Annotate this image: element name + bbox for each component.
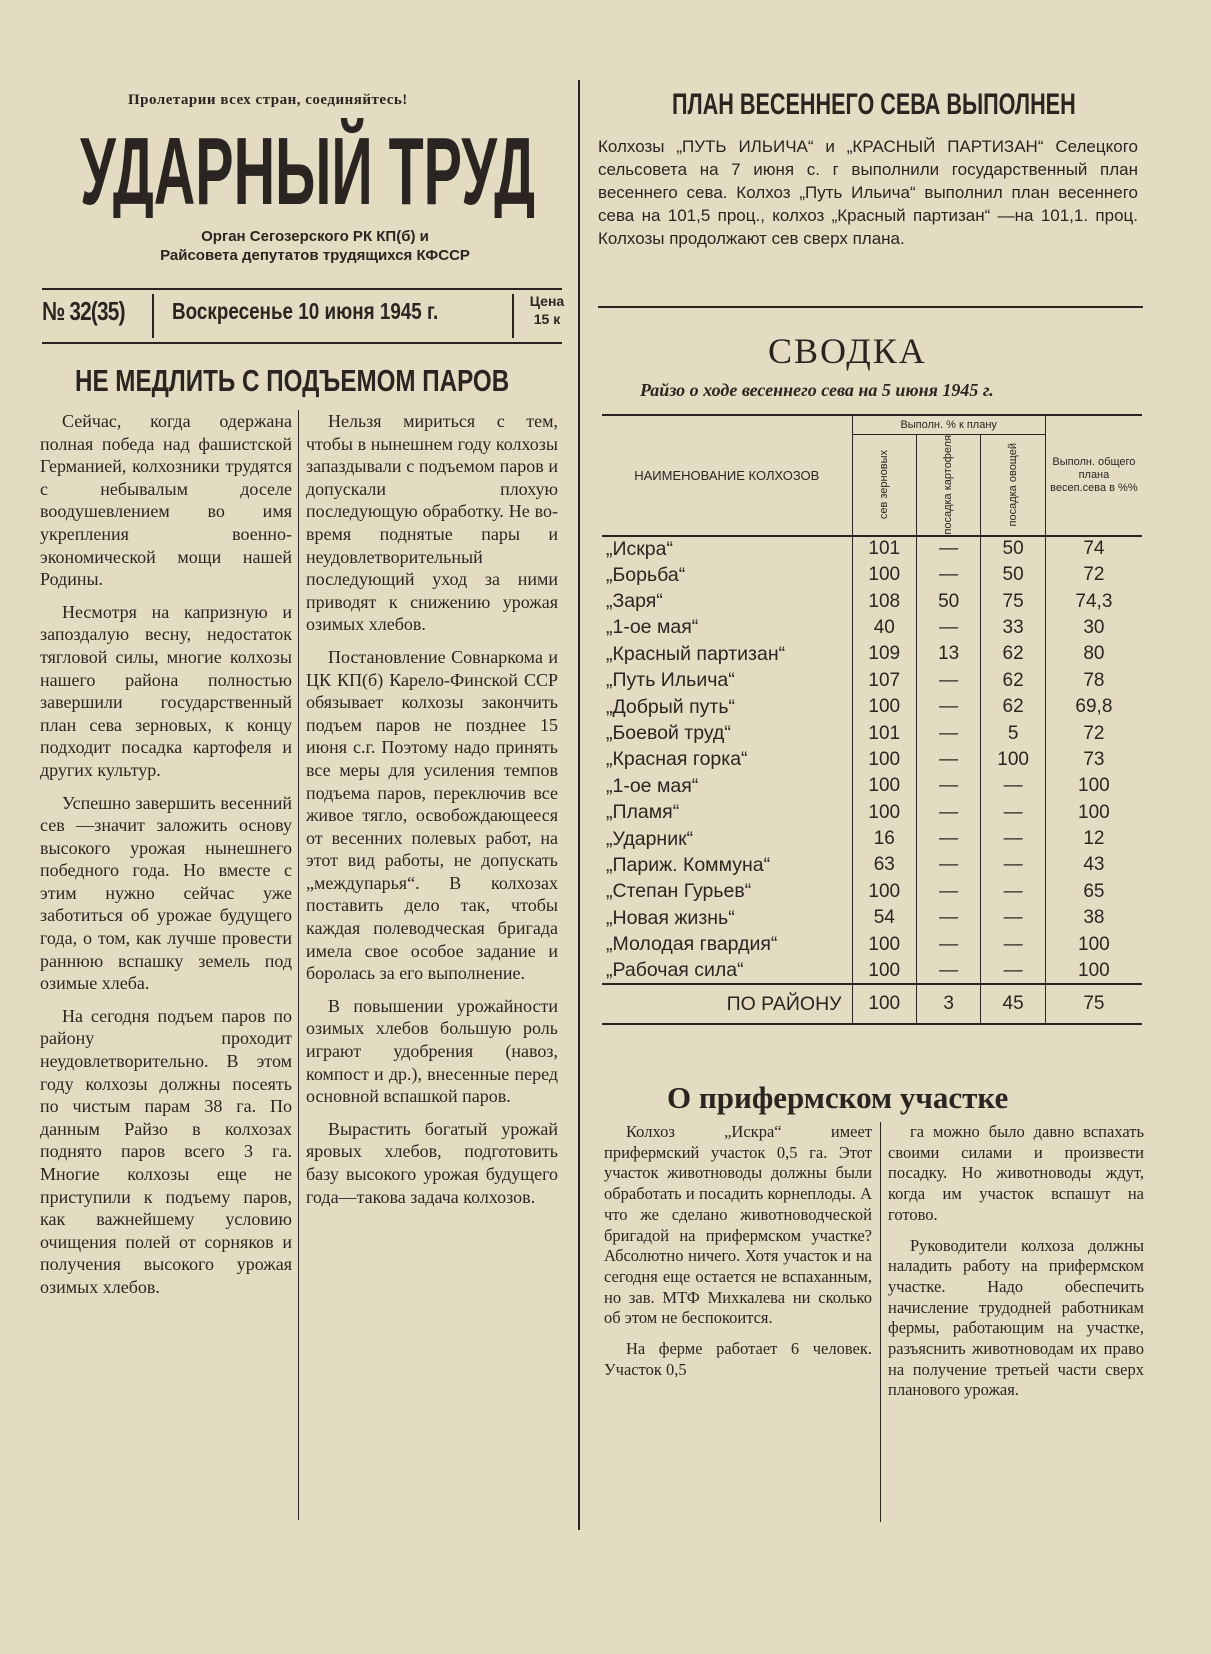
- table-row: [602, 615, 1142, 641]
- cell-grain: 101: [852, 720, 916, 746]
- cell-veg: 62: [981, 641, 1045, 667]
- cell-name: „Добрый путь“: [606, 695, 735, 718]
- column-rule: [298, 410, 299, 1520]
- table-row: [602, 958, 1142, 984]
- paragraph: На ферме работает 6 человек. Участок 0,5: [604, 1339, 872, 1379]
- cell-potato: —: [916, 615, 980, 641]
- cell-potato: —: [916, 800, 980, 826]
- column-header-total: Выполн. общего плана весеп.сева в %%: [1045, 415, 1142, 536]
- farm-article-col-2: [888, 1122, 1144, 1401]
- section-rule: [598, 306, 1143, 308]
- cell-potato: —: [916, 931, 980, 957]
- total-grain: 100: [852, 984, 916, 1024]
- cell-name: „Искра“: [606, 537, 673, 560]
- cell-total: 69,8: [1045, 694, 1142, 720]
- paragraph: Сейчас, когда одержана полная победа над фашистской Германией, колхозники трудятся с небывалым доселе воодушевлением во имя укрепления военно-экономической мощи нашей Родины.: [40, 411, 292, 590]
- cell-veg: —: [981, 826, 1045, 852]
- total-veg: 45: [981, 984, 1045, 1024]
- svodka-table-wrap: [602, 414, 1142, 1025]
- cell-potato: —: [916, 536, 980, 562]
- cell-veg: —: [981, 958, 1045, 984]
- cell-potato: 13: [916, 641, 980, 667]
- cell-potato: 50: [916, 588, 980, 614]
- table-row: [602, 588, 1142, 614]
- cell-total: 43: [1045, 852, 1142, 878]
- svodka-title: СВОДКА: [768, 331, 927, 371]
- cell-total: 100: [1045, 931, 1142, 957]
- cell-grain: 107: [852, 668, 916, 694]
- issue-date: Воскресенье 10 июня 1945 г.: [172, 298, 439, 324]
- paragraph: Нельзя мириться с тем, чтобы в нынешнем году колхозы запаздывали с подъемом паров и допускали плохую последующую обработку. Не во-время поднятые пары и неудовлетворительный последующий уход за ними приводят к снижению урожая озимых хлебов.: [306, 411, 558, 635]
- cell-grain: 109: [852, 641, 916, 667]
- price-value: 15 к: [533, 311, 561, 327]
- main-article-col-1: [40, 410, 292, 1299]
- plan-news-headline: ПЛАН ВЕСЕННЕГО СЕВА ВЫПОЛНЕН: [672, 88, 1076, 121]
- farm-article-col-1: [604, 1122, 872, 1380]
- total-name: ПО РАЙОНУ: [726, 992, 842, 1015]
- table-row: [602, 905, 1142, 931]
- price-label: Цена: [529, 293, 565, 309]
- svodka-table: [602, 414, 1142, 1025]
- cell-grain: 100: [852, 800, 916, 826]
- cell-name: „Ударник“: [606, 827, 694, 850]
- main-article-headline: НЕ МЕДЛИТЬ С ПОДЪЕМОМ ПАРОВ: [75, 363, 510, 398]
- cell-name: „Рабочая сила“: [606, 959, 744, 982]
- cell-total: 100: [1045, 773, 1142, 799]
- cell-total: 30: [1045, 615, 1142, 641]
- cell-name: „Борьба“: [606, 563, 686, 586]
- cell-veg: —: [981, 852, 1045, 878]
- cell-potato: —: [916, 879, 980, 905]
- paragraph: Вырастить богатый урожай яровых хлебов, подготовить базу высокого урожая будущего года—такова задача колхозов.: [306, 1118, 558, 1207]
- issue-number: № 32(35): [42, 296, 125, 326]
- cell-potato: —: [916, 852, 980, 878]
- column-header-name: НАИМЕНОВАНИЕ КОЛХОЗОВ: [602, 415, 852, 536]
- table-row: [602, 747, 1142, 773]
- cell-name: „Степан Гурьев“: [606, 880, 752, 903]
- paragraph: На сегодня подъем паров по району проходит неудовлетворительно. В этом году колхозы должны посеять по чистым парам 38 га. По данным Райзо в колхозах поднято паров всего 3 га. Многие колхозы еще не приступили к подъему паров, как важнейшему условию очищения полей от сорняков и получения высокого урожая озимых хлебов.: [40, 1005, 292, 1297]
- total-all: 75: [1045, 984, 1142, 1024]
- plan-news-text: Колхозы „ПУТЬ ИЛЬИЧА“ и „КРАСНЫЙ ПАРТИЗАН“ Селецкого сельсовета на 7 июня с. г выполнили государственный план весеннего сева. Колхоз „Путь Ильича“ выполнил план весеннего сева на 101,5 проц., колхоз „Красный партизан“ —на 101,1. проц. Колхозы продолжают сев сверх плана.: [598, 137, 1138, 248]
- cell-veg: 50: [981, 562, 1045, 588]
- cell-veg: —: [981, 773, 1045, 799]
- paragraph: га можно было давно вспахать своими силами и произвести посадку. Но животноводы ждут, когда им участок вспашут на готово.: [888, 1122, 1144, 1224]
- cell-total: 65: [1045, 879, 1142, 905]
- table-row: [602, 826, 1142, 852]
- cell-total: 80: [1045, 641, 1142, 667]
- cell-potato: —: [916, 720, 980, 746]
- cell-name: „Красный партизан“: [606, 642, 786, 665]
- cell-grain: 100: [852, 958, 916, 984]
- cell-total: 38: [1045, 905, 1142, 931]
- cell-name: „Париж. Коммуна“: [606, 853, 771, 876]
- cell-potato: —: [916, 905, 980, 931]
- cell-grain: 40: [852, 615, 916, 641]
- table-row: [602, 800, 1142, 826]
- table-row: [602, 852, 1142, 878]
- page-column-rule: [578, 80, 580, 1530]
- issue-divider: [152, 294, 154, 338]
- cell-name: „Красная горка“: [606, 748, 748, 771]
- main-article-col-2: [306, 410, 558, 1208]
- masthead-motto: Пролетарии всех стран, соединяйтесь!: [128, 92, 408, 108]
- masthead-organ: [80, 227, 550, 265]
- cell-potato: —: [916, 747, 980, 773]
- cell-total: 12: [1045, 826, 1142, 852]
- cell-veg: 100: [981, 747, 1045, 773]
- column-header-grain: сев зерновых: [852, 435, 916, 536]
- paragraph: Колхоз „Искра“ имеет прифермский участок 0,5 га. Этот участок животноводы должны были обработать и посадить корнеплоды. А что же сделано животноводческой бригадой на прифермском участке? Абсолютно ничего. Хотя участок и на сегодня еще остается не вспаханным, но зав. МТФ Михкалева ни сколько об этом не беспокоится.: [604, 1122, 872, 1328]
- cell-grain: 101: [852, 536, 916, 562]
- cell-grain: 100: [852, 931, 916, 957]
- cell-total: 100: [1045, 958, 1142, 984]
- cell-name: „Новая жизнь“: [606, 906, 735, 929]
- issue-price: [522, 292, 572, 328]
- paragraph: Успешно завершить весенний сев —значит заложить основу высокого урожая нынешнего победного года. Но вместе с этим нужно сейчас уже заботиться об урожае будущего года, о том, как лучше провести раннюю вспашку земель под озимые хлеба.: [40, 792, 292, 994]
- cell-potato: —: [916, 826, 980, 852]
- cell-name: „Заря“: [606, 590, 663, 613]
- cell-veg: 5: [981, 720, 1045, 746]
- cell-name: „Боевой труд“: [606, 722, 731, 745]
- column-header-potato: посадка картофеля: [916, 435, 980, 536]
- cell-veg: 75: [981, 588, 1045, 614]
- cell-potato: —: [916, 668, 980, 694]
- cell-name: „Пламя“: [606, 801, 680, 824]
- table-row: [602, 641, 1142, 667]
- cell-name: „1-ое мая“: [606, 774, 699, 797]
- cell-grain: 100: [852, 747, 916, 773]
- cell-grain: 100: [852, 694, 916, 720]
- organ-line-1: Орган Сегозерского РК КП(б) и: [201, 228, 429, 245]
- cell-veg: 62: [981, 694, 1045, 720]
- cell-total: 78: [1045, 668, 1142, 694]
- table-row: [602, 562, 1142, 588]
- newspaper-title: [80, 118, 540, 218]
- table-row: [602, 931, 1142, 957]
- total-row: [602, 984, 1142, 1024]
- table-row: [602, 668, 1142, 694]
- cell-name: „Молодая гвардия“: [606, 933, 778, 956]
- table-row: [602, 879, 1142, 905]
- cell-total: 72: [1045, 720, 1142, 746]
- cell-grain: 100: [852, 562, 916, 588]
- cell-grain: 16: [852, 826, 916, 852]
- issue-bar: [42, 288, 565, 344]
- cell-grain: 54: [852, 905, 916, 931]
- cell-total: 74: [1045, 536, 1142, 562]
- table-row: [602, 773, 1142, 799]
- table-row: [602, 694, 1142, 720]
- total-potato: 3: [916, 984, 980, 1024]
- cell-grain: 63: [852, 852, 916, 878]
- cell-veg: 33: [981, 615, 1045, 641]
- cell-grain: 100: [852, 773, 916, 799]
- organ-line-2: Райсовета депутатов трудящихся КФССР: [160, 247, 470, 264]
- paragraph: Руководители колхоза должны наладить работу на прифермском участке. Надо обеспечить начисление трудодней работникам фермы, работающим на участке, разъяснить животноводам их право на получение третьей части сверх планового урожая.: [888, 1235, 1144, 1400]
- cell-name: „1-ое мая“: [606, 616, 699, 639]
- cell-veg: —: [981, 879, 1045, 905]
- cell-total: 73: [1045, 747, 1142, 773]
- svodka-subtitle: Райзо о ходе весеннего сева на 5 июня 1945 г.: [640, 380, 994, 400]
- paragraph: Несмотря на капризную и запоздалую весну, недостаток тягловой силы, многие колхозы нашего района полностью завершили государственный план сева зерновых, к концу подходит посадка картофеля и других культур.: [40, 601, 292, 780]
- cell-potato: —: [916, 694, 980, 720]
- cell-veg: —: [981, 905, 1045, 931]
- newspaper-title-text: УДАРНЫЙ: [80, 118, 540, 218]
- column-rule: [880, 1122, 881, 1522]
- paragraph: В повышении урожайности озимых хлебов большую роль играют удобрения (навоз, компост и др.), внесенные перед основной вспашкой паров.: [306, 995, 558, 1107]
- column-header-veg: посадка овощей: [981, 435, 1045, 536]
- paragraph: Постановление Совнаркома и ЦК КП(б) Карело-Финской ССР обязывает колхозы закончить подъем паров не позднее 15 июня с.г. Поэтому надо принять все меры для усиления темпов подъема паров, переключив все живое тягло, освобождающееся от весенних полевых работ, на этот вид работы, не допускать „междупарья“. В колхозах поставить дело так, чтобы каждая полеводческая бригада имела свое особое задание и боролась за его выполнение.: [306, 646, 558, 984]
- cell-potato: —: [916, 562, 980, 588]
- price-divider: [512, 294, 514, 338]
- cell-total: 72: [1045, 562, 1142, 588]
- cell-veg: 62: [981, 668, 1045, 694]
- cell-grain: 108: [852, 588, 916, 614]
- table-row: [602, 536, 1142, 562]
- cell-total: 74,3: [1045, 588, 1142, 614]
- column-header-group: Выполн. % к плану: [852, 415, 1045, 435]
- cell-potato: —: [916, 958, 980, 984]
- farm-article-headline: О прифермском участке: [667, 1080, 1009, 1115]
- cell-veg: 50: [981, 536, 1045, 562]
- cell-potato: —: [916, 773, 980, 799]
- cell-grain: 100: [852, 879, 916, 905]
- cell-name: „Путь Ильича“: [606, 669, 735, 692]
- cell-veg: —: [981, 800, 1045, 826]
- cell-veg: —: [981, 931, 1045, 957]
- table-row: [602, 720, 1142, 746]
- cell-total: 100: [1045, 800, 1142, 826]
